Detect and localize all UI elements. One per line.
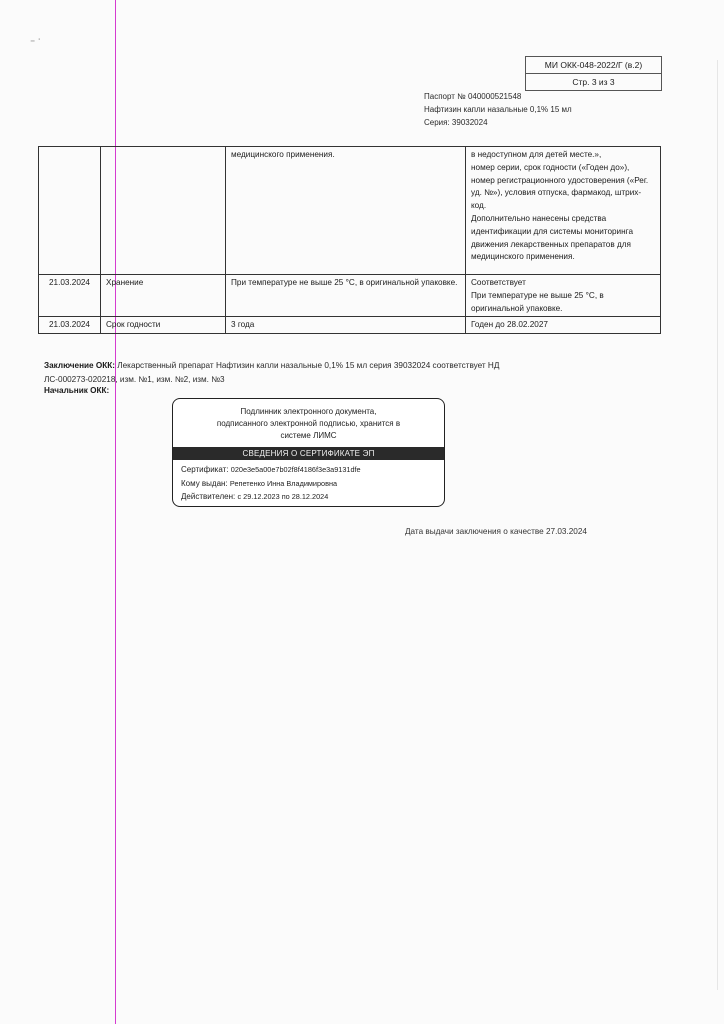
stamp-original-note (173, 399, 444, 447)
issued-to-label: Кому выдан: (181, 478, 228, 488)
stamp-valid (173, 490, 444, 504)
cell-date (39, 147, 101, 275)
cell-result: Соответствует При температуре не выше 25 °С, в оригинальной упаковке. (466, 275, 661, 317)
certificate-label: Сертификат: (181, 465, 229, 474)
cell-result: в недоступном для детей месте.», номер серии, срок годности («Годен до»), номер регистрационного удостоверения («Рег. уд. №»), условия отпуска, фармакод, штрих-код. Дополнительно нанесены средства идентификации для системы мониторинга движения лекарственных препаратов для медицинского применения. (466, 147, 661, 275)
cell-date: 21.03.2024 (39, 275, 101, 317)
stamp-note-line: подписанного электронной подписью, хранится в (216, 419, 401, 428)
cell-requirement: медицинского применения. (226, 147, 466, 275)
issue-date: Дата выдачи заключения о качестве 27.03.2024 (405, 527, 587, 536)
page-number: Стр. 3 из 3 (526, 73, 661, 90)
conclusion (44, 359, 524, 386)
passport-number: Паспорт № 040000521548 (424, 92, 522, 101)
head-of-qc-label: Начальник ОКК: (44, 386, 110, 395)
cell-result: Годен до 28.02.2027 (466, 317, 661, 334)
stamp-certificate (173, 463, 444, 477)
valid-label: Действителен: (181, 492, 236, 501)
doc-code-box (525, 56, 662, 91)
passport-block (424, 90, 572, 129)
table-row (39, 275, 661, 317)
cell-date: 21.03.2024 (39, 317, 101, 334)
certificate-value: 020e3e5a00e7b02f8f4186f3e3a9131dfe (230, 465, 361, 474)
table-row (39, 317, 661, 334)
e-signature-stamp (172, 398, 445, 507)
cell-requirement: При температуре не выше 25 °С, в оригинальной упаковке. (226, 275, 466, 317)
stamp-note-line: Подлинник электронного документа, (240, 407, 377, 416)
product-name: Нафтизин капли назальные 0,1% 15 мл (424, 105, 572, 114)
quality-table (38, 146, 661, 334)
stamp-band-title: СВЕДЕНИЯ О СЕРТИФИКАТЕ ЭП (173, 447, 444, 460)
series-number: Серия: 39032024 (424, 118, 488, 127)
stamp-issued-to (173, 477, 444, 491)
cell-parameter (101, 147, 226, 275)
cell-parameter: Срок годности (101, 317, 226, 334)
doc-code: МИ ОКК-048-2022/Г (в.2) (544, 60, 643, 70)
conclusion-text: Лекарственный препарат Нафтизин капли назальные 0,1% 15 мл серия 39032024 соответствует НД ЛС-000273-020218, изм. №1, изм. №2, изм. №3 (44, 361, 500, 384)
valid-value: с 29.12.2023 по 28.12.2024 (237, 492, 329, 501)
issued-to-value: Репетенко Инна Владимировна (229, 478, 338, 488)
scan-speck: ⁻ ˙ (30, 38, 42, 49)
stamp-note-line: системе ЛИМС (280, 431, 337, 440)
table-row (39, 147, 661, 275)
cell-parameter: Хранение (101, 275, 226, 317)
conclusion-label: Заключение ОКК: (44, 361, 115, 370)
cell-requirement: 3 года (226, 317, 466, 334)
scan-edge-line (717, 60, 718, 990)
